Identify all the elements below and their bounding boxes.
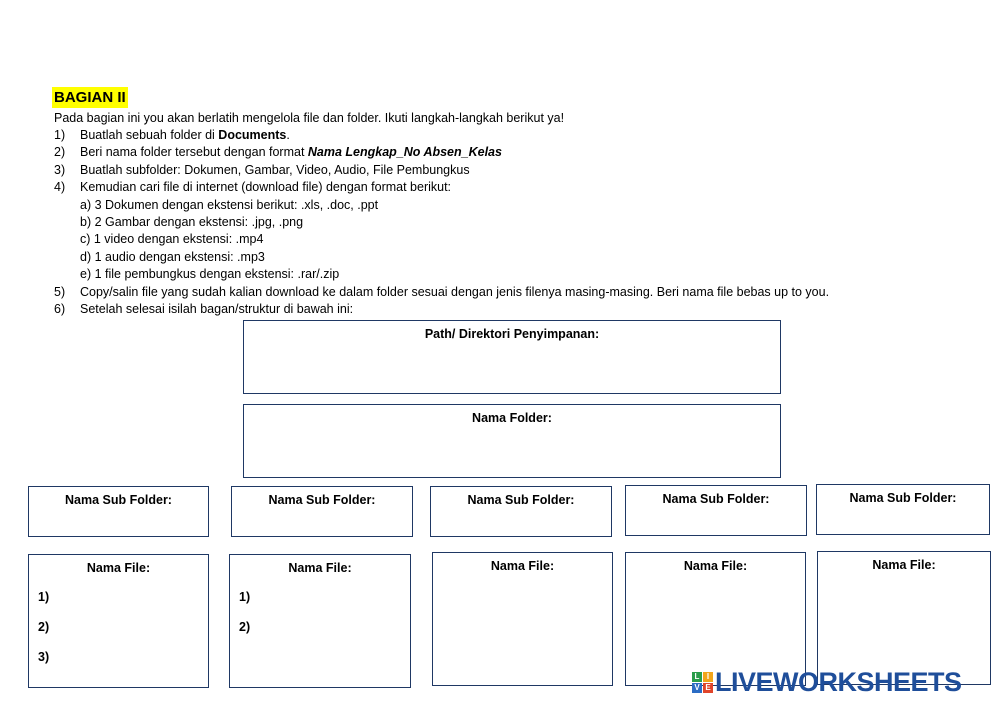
logo-block: I — [703, 672, 713, 682]
step-2: 2) Beri nama folder tersebut dengan format Nama Lengkap_No Absen_Kelas — [54, 145, 502, 160]
subfolder-box-2[interactable] — [231, 486, 413, 537]
folder-label: Nama Folder: — [472, 411, 552, 425]
subfolder-box-1[interactable] — [28, 486, 209, 537]
file-box-5[interactable] — [817, 551, 991, 685]
file-item: 1) — [239, 590, 251, 604]
intro-text: Pada bagian ini you akan berlatih mengelola file dan folder. Ikuti langkah-langkah berikut ya! — [54, 111, 565, 125]
liveworksheets-logo — [692, 668, 962, 696]
step-1: 1) Buatlah sebuah folder di Documents. — [54, 128, 290, 142]
substep-a: a) 3 Dokumen dengan ekstensi berikut: .xls, .doc, .ppt — [80, 197, 379, 212]
subfolder-box-3[interactable] — [430, 486, 612, 537]
logo-blocks-icon — [692, 672, 713, 693]
path-box[interactable] — [243, 320, 781, 394]
logo-block: E — [703, 683, 713, 693]
subfolder-box-5[interactable] — [816, 484, 990, 535]
step-5: 5) Copy/salin file yang sudah kalian download ke dalam folder sesuai dengan jenis filenya masing-masing. Beri nama file bebas up to you. — [54, 284, 830, 299]
file-item: 2) — [38, 620, 50, 634]
step-3: 3) Buatlah subfolder: Dokumen, Gambar, Video, Audio, File Pembungkus — [54, 162, 470, 177]
file-label: Nama File: — [86, 561, 151, 575]
step-4: 4) Kemudian cari file di internet (download file) dengan format berikut: — [54, 180, 452, 195]
logo-block: V — [692, 683, 702, 693]
subfolder-label: Nama Sub Folder: — [65, 493, 172, 507]
instruction-list — [54, 127, 829, 318]
logo-block: L — [692, 672, 702, 682]
subfolder-label: Nama Sub Folder: — [268, 493, 376, 507]
file-label: Nama File: — [288, 561, 352, 575]
subfolder-box-4[interactable] — [625, 485, 807, 536]
file-box-1[interactable] — [28, 554, 209, 688]
path-label: Path/ Direktori Penyimpanan: — [424, 327, 600, 341]
substep-d: d) 1 audio dengan ekstensi: .mp3 — [80, 249, 265, 264]
file-box-2[interactable] — [229, 554, 411, 688]
file-label: Nama File: — [683, 559, 748, 573]
file-box-3[interactable] — [432, 552, 613, 686]
file-label: Nama File: — [490, 559, 555, 573]
file-label: Nama File: — [872, 558, 936, 572]
substep-c: c) 1 video dengan ekstensi: .mp4 — [80, 232, 264, 247]
file-item-list — [29, 589, 208, 679]
subfolder-label: Nama Sub Folder: — [849, 491, 957, 505]
file-item: 3) — [38, 650, 50, 664]
substep-b: b) 2 Gambar dengan ekstensi: .jpg, .png — [80, 215, 304, 230]
file-item: 2) — [239, 620, 251, 634]
folder-box[interactable] — [243, 404, 781, 478]
logo-text: LIVEWORKSHEETS — [715, 666, 962, 697]
subfolder-label: Nama Sub Folder: — [662, 492, 770, 506]
step-6: 6) Setelah selesai isilah bagan/struktur di bawah ini: — [54, 302, 354, 317]
file-item-list — [230, 589, 410, 649]
section-title: BAGIAN II — [54, 89, 126, 106]
file-item: 1) — [38, 590, 50, 604]
subfolder-label: Nama Sub Folder: — [467, 493, 575, 507]
substep-e: e) 1 file pembungkus dengan ekstensi: .rar/.zip — [80, 267, 340, 282]
